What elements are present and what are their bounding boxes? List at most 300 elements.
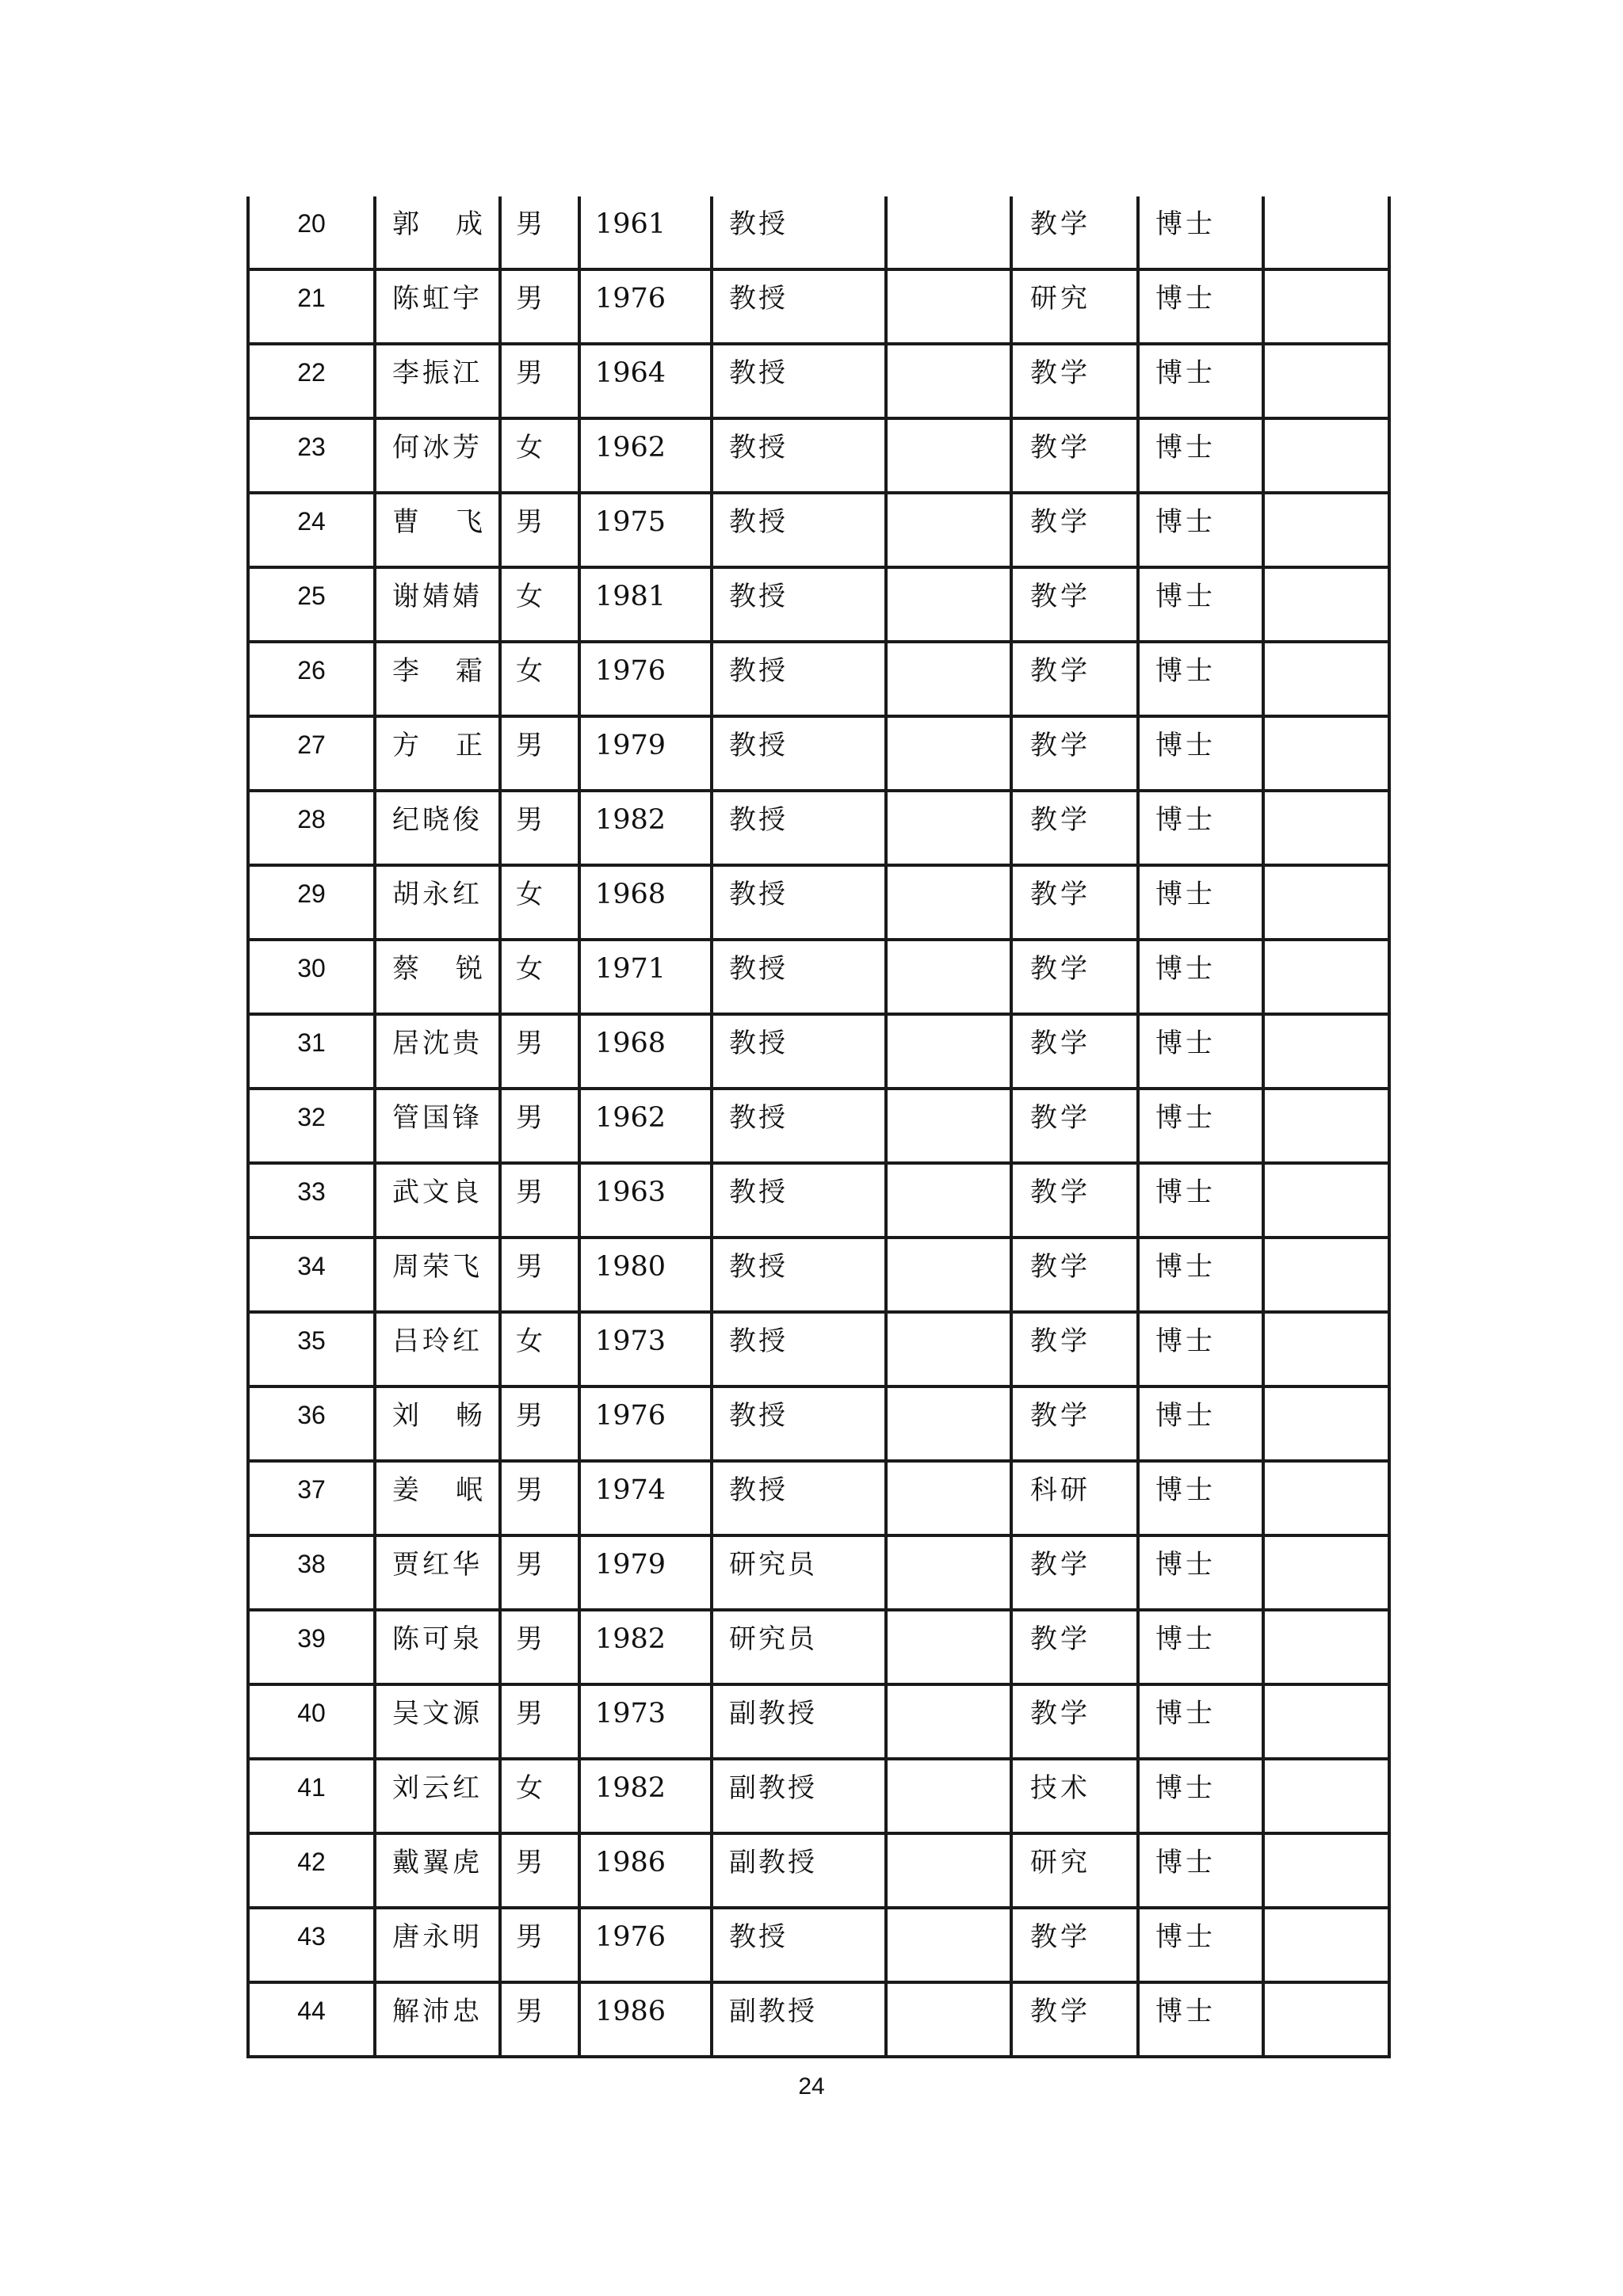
gender-cell-text: 男 [516,1028,543,1059]
role-cell [1011,196,1138,269]
name-cell [375,1759,500,1833]
row-number-cell [248,567,375,642]
name-cell-text: 方正 [392,730,519,761]
birth-year-cell-text: 1979 [595,730,666,761]
note-cell-text [1265,1388,1388,1402]
birth-year-cell-text: 1971 [595,953,666,985]
degree-cell [1138,791,1263,865]
blank-cell [886,567,1011,642]
table-row [248,567,1389,642]
name-cell-text: 胡永红 [392,879,483,910]
row-number-cell-text: 28 [297,805,326,833]
gender-cell [500,1014,579,1089]
gender-cell-text: 男 [516,1400,543,1432]
degree-cell-text: 博士 [1155,1921,1216,1953]
title-cell-text: 教授 [729,655,788,687]
role-cell [1011,1684,1138,1759]
role-cell-text: 教学 [1030,1996,1090,2027]
role-cell-text: 技术 [1030,1772,1090,1804]
note-cell [1263,1759,1389,1833]
title-cell [712,1610,886,1684]
degree-cell [1138,418,1263,493]
blank-cell-text [888,1239,1010,1253]
role-cell [1011,493,1138,567]
title-cell-text: 教授 [729,804,788,836]
table-row [248,716,1389,791]
title-cell [712,1759,886,1833]
note-cell-text [1265,643,1388,658]
role-cell [1011,1238,1138,1312]
name-cell-text: 吴文源 [392,1698,483,1730]
title-cell [712,1163,886,1238]
blank-cell [886,1312,1011,1386]
degree-cell-text: 博士 [1155,655,1216,687]
gender-cell [500,1759,579,1833]
table-row [248,1759,1389,1833]
note-cell [1263,418,1389,493]
gender-cell [500,1238,579,1312]
note-cell [1263,493,1389,567]
birth-year-cell [579,1461,712,1535]
gender-cell-text: 男 [516,1847,543,1878]
name-cell [375,493,519,567]
page-number: 24 [798,2073,825,2100]
birth-year-cell [579,940,712,1014]
name-cell [375,1610,500,1684]
degree-cell-text: 博士 [1155,283,1216,315]
title-cell-text: 教授 [729,953,788,985]
title-cell-text: 教授 [729,1177,788,1208]
table-row [248,865,1389,940]
row-number-cell-text: 35 [297,1326,326,1355]
row-number-cell-text: 42 [297,1848,326,1876]
name-cell-text: 解沛忠 [392,1996,483,2027]
birth-year-cell-text: 1982 [595,804,666,836]
birth-year-cell-text: 1986 [595,1847,666,1878]
degree-cell-text: 博士 [1155,208,1216,240]
name-cell [375,1908,500,1982]
title-cell-text: 教授 [729,357,788,389]
birth-year-cell-text: 1963 [595,1177,666,1208]
blank-cell [886,716,1011,791]
role-cell-text: 教学 [1030,1177,1090,1208]
table-row [248,1014,1389,1089]
gender-cell [500,1982,579,2057]
birth-year-cell [579,1610,712,1684]
role-cell [1011,642,1138,716]
degree-cell [1138,1312,1263,1386]
gender-cell-text: 男 [516,1698,543,1730]
name-cell-text: 管国锋 [392,1102,483,1134]
row-number-cell-text: 26 [297,656,326,685]
degree-cell-text: 博士 [1155,1772,1216,1804]
role-cell [1011,865,1138,940]
birth-year-cell-text: 1962 [595,1102,666,1134]
title-cell [712,1684,886,1759]
role-cell-text: 教学 [1030,208,1090,240]
table-row [248,1461,1389,1535]
note-cell [1263,1014,1389,1089]
role-cell [1011,1759,1138,1833]
note-cell-text [1265,1611,1388,1626]
row-number-cell-text: 38 [297,1550,326,1578]
blank-cell-text [888,1314,1010,1328]
gender-cell-text: 女 [516,581,543,612]
title-cell-text: 教授 [729,1474,788,1506]
note-cell-text [1265,1537,1388,1551]
blank-cell-text [888,941,1010,955]
birth-year-cell-text: 1976 [595,283,666,315]
row-number-cell-text: 22 [297,358,326,387]
name-cell [375,1238,500,1312]
title-cell-text: 教授 [729,1325,788,1357]
row-number-cell [248,1089,375,1163]
note-cell-text [1265,1835,1388,1849]
title-cell-text: 副教授 [729,1698,817,1730]
title-cell-text: 教授 [729,283,788,315]
note-cell [1263,1461,1389,1535]
gender-cell-text: 女 [516,879,543,910]
table-row [248,1238,1389,1312]
role-cell [1011,1610,1138,1684]
note-cell [1263,642,1389,716]
name-cell [375,716,519,791]
blank-cell-text [888,1686,1010,1700]
row-number-cell-text: 30 [297,954,326,982]
table-row [248,791,1389,865]
name-cell-text: 姜岷 [392,1474,519,1506]
role-cell [1011,269,1138,344]
name-cell [375,567,500,642]
degree-cell-text: 博士 [1155,1996,1216,2027]
note-cell-text [1265,941,1388,955]
gender-cell-text: 男 [516,506,543,538]
table-row [248,1163,1389,1238]
row-number-cell-text: 41 [297,1773,326,1802]
degree-cell [1138,1089,1263,1163]
birth-year-cell [579,791,712,865]
degree-cell [1138,1163,1263,1238]
note-cell-text [1265,1016,1388,1030]
gender-cell [500,1312,579,1386]
row-number-cell [248,418,375,493]
title-cell-text: 研究员 [729,1623,817,1655]
note-cell [1263,1982,1389,2057]
row-number-cell-text: 33 [297,1177,326,1206]
role-cell-text: 教学 [1030,730,1090,761]
gender-cell-text: 男 [516,1996,543,2027]
row-number-cell-text: 34 [297,1252,326,1280]
degree-cell [1138,1610,1263,1684]
row-number-cell [248,1014,375,1089]
degree-cell [1138,1535,1263,1610]
title-cell-text: 教授 [729,730,788,761]
name-cell [375,196,519,269]
role-cell [1011,567,1138,642]
degree-cell-text: 博士 [1155,1028,1216,1059]
row-number-cell [248,791,375,865]
gender-cell-text: 男 [516,804,543,836]
row-number-cell [248,716,375,791]
degree-cell [1138,1982,1263,2057]
birth-year-cell-text: 1979 [595,1549,666,1581]
row-number-cell [248,940,375,1014]
blank-cell [886,1982,1011,2057]
gender-cell [500,1908,579,1982]
birth-year-cell [579,1535,712,1610]
blank-cell-text [888,569,1010,583]
role-cell-text: 教学 [1030,1251,1090,1283]
note-cell [1263,196,1389,269]
title-cell-text: 教授 [729,1251,788,1283]
note-cell [1263,1833,1389,1908]
birth-year-cell-text: 1961 [595,208,666,240]
row-number-cell-text: 29 [297,879,326,908]
birth-year-cell [579,1833,712,1908]
birth-year-cell [579,1684,712,1759]
degree-cell-text: 博士 [1155,357,1216,389]
gender-cell [500,1833,579,1908]
birth-year-cell [579,344,712,418]
gender-cell-text: 女 [516,1772,543,1804]
degree-cell-text: 博士 [1155,506,1216,538]
note-cell [1263,1312,1389,1386]
row-number-cell [248,1908,375,1982]
birth-year-cell-text: 1981 [595,581,666,612]
degree-cell-text: 博士 [1155,432,1216,463]
birth-year-cell [579,1089,712,1163]
role-cell [1011,344,1138,418]
blank-cell [886,1833,1011,1908]
row-number-cell-text: 31 [297,1028,326,1057]
blank-cell [886,269,1011,344]
degree-cell-text: 博士 [1155,1847,1216,1878]
table-row [248,1312,1389,1386]
blank-cell [886,1535,1011,1610]
note-cell-text [1265,345,1388,360]
name-cell-text: 吕玲红 [392,1325,483,1357]
blank-cell [886,1089,1011,1163]
degree-cell-text: 博士 [1155,1325,1216,1357]
name-cell-text: 陈虹宇 [392,283,483,315]
gender-cell-text: 男 [516,1921,543,1953]
role-cell-text: 教学 [1030,432,1090,463]
name-cell-text: 李霜 [392,655,519,687]
role-cell [1011,1089,1138,1163]
role-cell-text: 教学 [1030,804,1090,836]
role-cell [1011,1386,1138,1461]
gender-cell-text: 男 [516,1623,543,1655]
row-number-cell-text: 37 [297,1475,326,1504]
table-row [248,940,1389,1014]
birth-year-cell-text: 1968 [595,1028,666,1059]
blank-cell-text [888,420,1010,434]
degree-cell-text: 博士 [1155,953,1216,985]
birth-year-cell [579,1386,712,1461]
row-number-cell [248,865,375,940]
gender-cell [500,418,579,493]
name-cell-text: 唐永明 [392,1921,483,1953]
blank-cell-text [888,1984,1010,1998]
table-row [248,1833,1389,1908]
note-cell [1263,1908,1389,1982]
note-cell [1263,1610,1389,1684]
title-cell [712,940,886,1014]
name-cell [375,1833,500,1908]
blank-cell-text [888,792,1010,807]
note-cell-text [1265,271,1388,285]
name-cell [375,1535,500,1610]
degree-cell-text: 博士 [1155,730,1216,761]
blank-cell [886,1461,1011,1535]
name-cell [375,1982,500,2057]
row-number-cell [248,1312,375,1386]
name-cell [375,1089,500,1163]
blank-cell-text [888,271,1010,285]
birth-year-cell-text: 1973 [595,1698,666,1730]
note-cell-text [1265,196,1388,211]
blank-cell [886,940,1011,1014]
role-cell-text: 教学 [1030,953,1090,985]
gender-cell [500,1610,579,1684]
role-cell-text: 教学 [1030,1623,1090,1655]
row-number-cell-text: 23 [297,433,326,461]
degree-cell [1138,940,1263,1014]
name-cell-text: 郭成 [392,208,519,240]
row-number-cell [248,196,375,269]
role-cell [1011,1163,1138,1238]
role-cell-text: 教学 [1030,1102,1090,1134]
title-cell [712,567,886,642]
note-cell [1263,1386,1389,1461]
role-cell [1011,1312,1138,1386]
note-cell-text [1265,494,1388,509]
role-cell [1011,418,1138,493]
title-cell [712,1461,886,1535]
note-cell-text [1265,1686,1388,1700]
title-cell [712,1386,886,1461]
birth-year-cell-text: 1976 [595,1921,666,1953]
gender-cell [500,269,579,344]
name-cell-text: 周荣飞 [392,1251,483,1283]
title-cell [712,642,886,716]
birth-year-cell [579,716,712,791]
blank-cell-text [888,1611,1010,1626]
gender-cell-text: 男 [516,1474,543,1506]
name-cell [375,791,500,865]
row-number-cell [248,1982,375,2057]
row-number-cell-text: 40 [297,1699,326,1727]
row-number-cell-text: 43 [297,1922,326,1951]
row-number-cell [248,1833,375,1908]
row-number-cell [248,642,375,716]
degree-cell [1138,1014,1263,1089]
title-cell [712,1535,886,1610]
title-cell-text: 研究员 [729,1549,817,1581]
gender-cell [500,1163,579,1238]
blank-cell [886,1386,1011,1461]
note-cell-text [1265,1984,1388,1998]
row-number-cell-text: 24 [297,507,326,536]
row-number-cell [248,1238,375,1312]
title-cell [712,493,886,567]
title-cell [712,1908,886,1982]
row-number-cell-text: 27 [297,730,326,759]
table-row [248,1535,1389,1610]
name-cell-text: 武文良 [392,1177,483,1208]
note-cell-text [1265,1760,1388,1775]
role-cell-text: 教学 [1030,879,1090,910]
gender-cell-text: 男 [516,208,543,240]
degree-cell [1138,344,1263,418]
name-cell [375,344,500,418]
title-cell [712,1982,886,2057]
note-cell-text [1265,569,1388,583]
degree-cell [1138,1759,1263,1833]
degree-cell-text: 博士 [1155,1251,1216,1283]
birth-year-cell-text: 1975 [595,506,666,538]
note-cell-text [1265,1463,1388,1477]
role-cell-text: 教学 [1030,1921,1090,1953]
birth-year-cell-text: 1976 [595,655,666,687]
blank-cell-text [888,718,1010,732]
degree-cell [1138,1386,1263,1461]
row-number-cell-text: 20 [297,209,326,238]
row-number-cell-text: 25 [297,582,326,610]
note-cell-text [1265,1909,1388,1924]
table-row [248,1982,1389,2057]
gender-cell-text: 男 [516,357,543,389]
name-cell [375,940,519,1014]
birth-year-cell [579,642,712,716]
note-cell [1263,269,1389,344]
name-cell-text: 刘畅 [392,1400,519,1432]
note-cell-text [1265,1239,1388,1253]
note-cell [1263,1684,1389,1759]
blank-cell [886,865,1011,940]
degree-cell-text: 博士 [1155,1400,1216,1432]
note-cell-text [1265,1314,1388,1328]
role-cell-text: 研究 [1030,1847,1090,1878]
birth-year-cell-text: 1982 [595,1623,666,1655]
blank-cell [886,196,1011,269]
gender-cell-text: 男 [516,283,543,315]
title-cell [712,269,886,344]
row-number-cell [248,1759,375,1833]
blank-cell-text [888,1165,1010,1179]
title-cell-text: 教授 [729,879,788,910]
note-cell [1263,716,1389,791]
birth-year-cell [579,1908,712,1982]
role-cell [1011,1535,1138,1610]
blank-cell [886,418,1011,493]
gender-cell [500,1535,579,1610]
title-cell-text: 教授 [729,1921,788,1953]
blank-cell-text [888,1760,1010,1775]
degree-cell-text: 博士 [1155,1474,1216,1506]
blank-cell [886,493,1011,567]
gender-cell [500,1089,579,1163]
name-cell-text: 居沈贵 [392,1028,483,1059]
note-cell-text [1265,1090,1388,1104]
title-cell [712,1089,886,1163]
blank-cell-text [888,1463,1010,1477]
title-cell [712,1014,886,1089]
name-cell-text: 蔡锐 [392,953,519,985]
degree-cell [1138,269,1263,344]
name-cell [375,269,500,344]
birth-year-cell [579,269,712,344]
